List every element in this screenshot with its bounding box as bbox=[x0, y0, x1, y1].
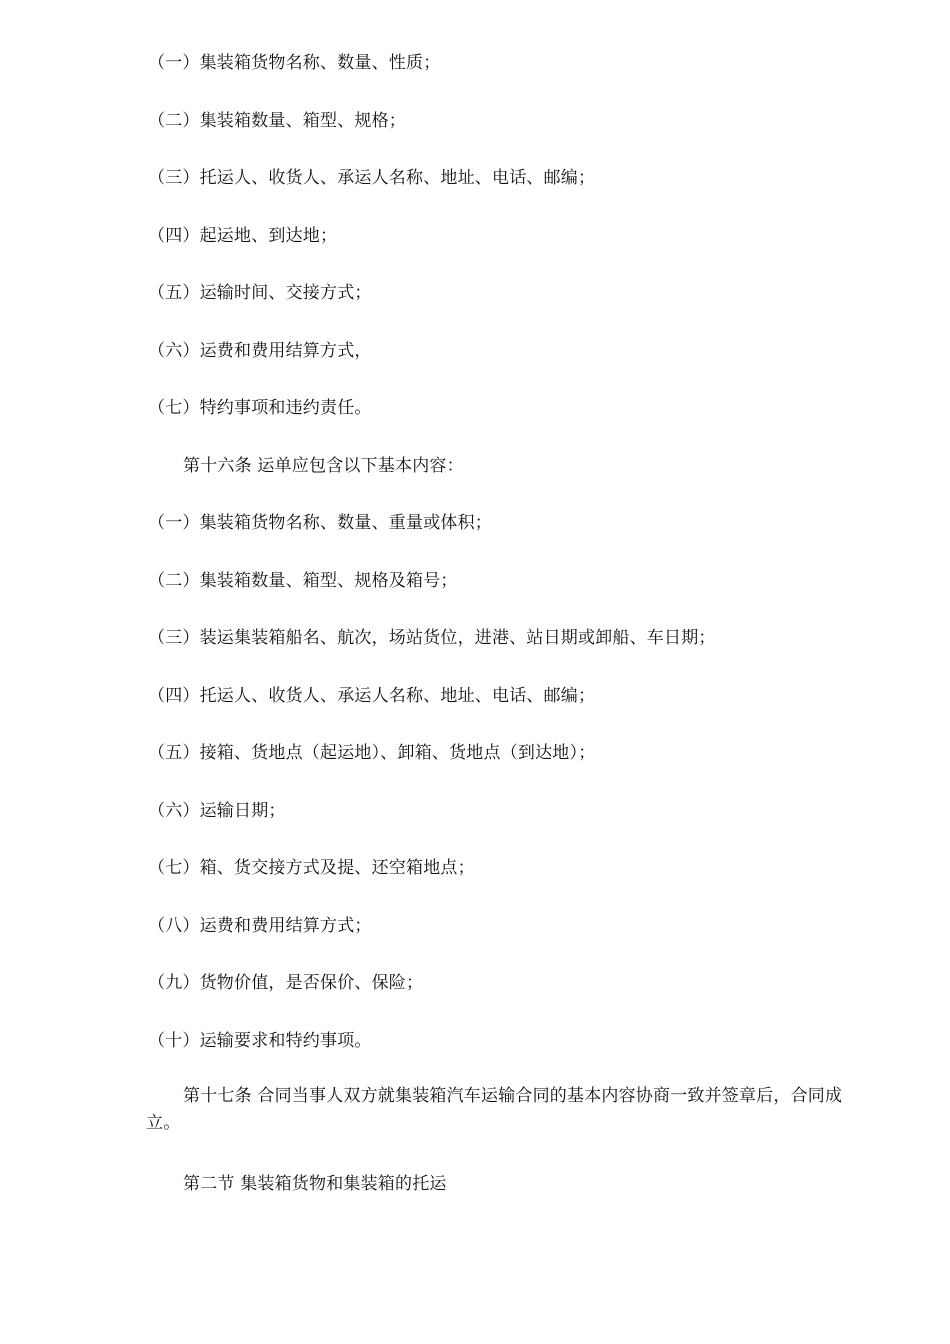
article-17-paragraph: 第十七条 合同当事人双方就集装箱汽车运输合同的基本内容协商一致并签章后，合同成立。 bbox=[146, 1086, 843, 1133]
list-item: （七）特约事项和违约责任。 bbox=[148, 398, 372, 418]
list-item: （一）集装箱货物名称、数量、重量或体积； bbox=[148, 513, 492, 533]
article-16-heading: 第十六条 运单应包含以下基本内容： bbox=[183, 456, 464, 476]
list-item: （六）运输日期； bbox=[148, 801, 286, 821]
list-item: （五）运输时间、交接方式； bbox=[148, 283, 372, 303]
list-item: （七）箱、货交接方式及提、还空箱地点； bbox=[148, 858, 475, 878]
list-item: （八）运费和费用结算方式； bbox=[148, 916, 372, 936]
list-item: （四）托运人、收货人、承运人名称、地址、电话、邮编； bbox=[148, 686, 596, 706]
list-item: （六）运费和费用结算方式， bbox=[148, 341, 372, 361]
list-item: （三）装运集装箱船名、航次，场站货位，进港、站日期或卸船、车日期； bbox=[148, 628, 716, 648]
list-item: （二）集装箱数量、箱型、规格及箱号； bbox=[148, 571, 458, 591]
list-item: （二）集装箱数量、箱型、规格； bbox=[148, 111, 406, 131]
list-item: （三）托运人、收货人、承运人名称、地址、电话、邮编； bbox=[148, 168, 596, 188]
list-item: （五）接箱、货地点（起运地）、卸箱、货地点（到达地）； bbox=[148, 743, 596, 763]
list-item: （四）起运地、到达地； bbox=[148, 226, 338, 246]
list-item: （一）集装箱货物名称、数量、性质； bbox=[148, 53, 441, 73]
list-item: （九）货物价值，是否保价、保险； bbox=[148, 973, 424, 993]
list-item: （十）运输要求和特约事项。 bbox=[148, 1031, 372, 1051]
section-heading: 第二节 集装箱货物和集装箱的托运 bbox=[183, 1174, 447, 1194]
